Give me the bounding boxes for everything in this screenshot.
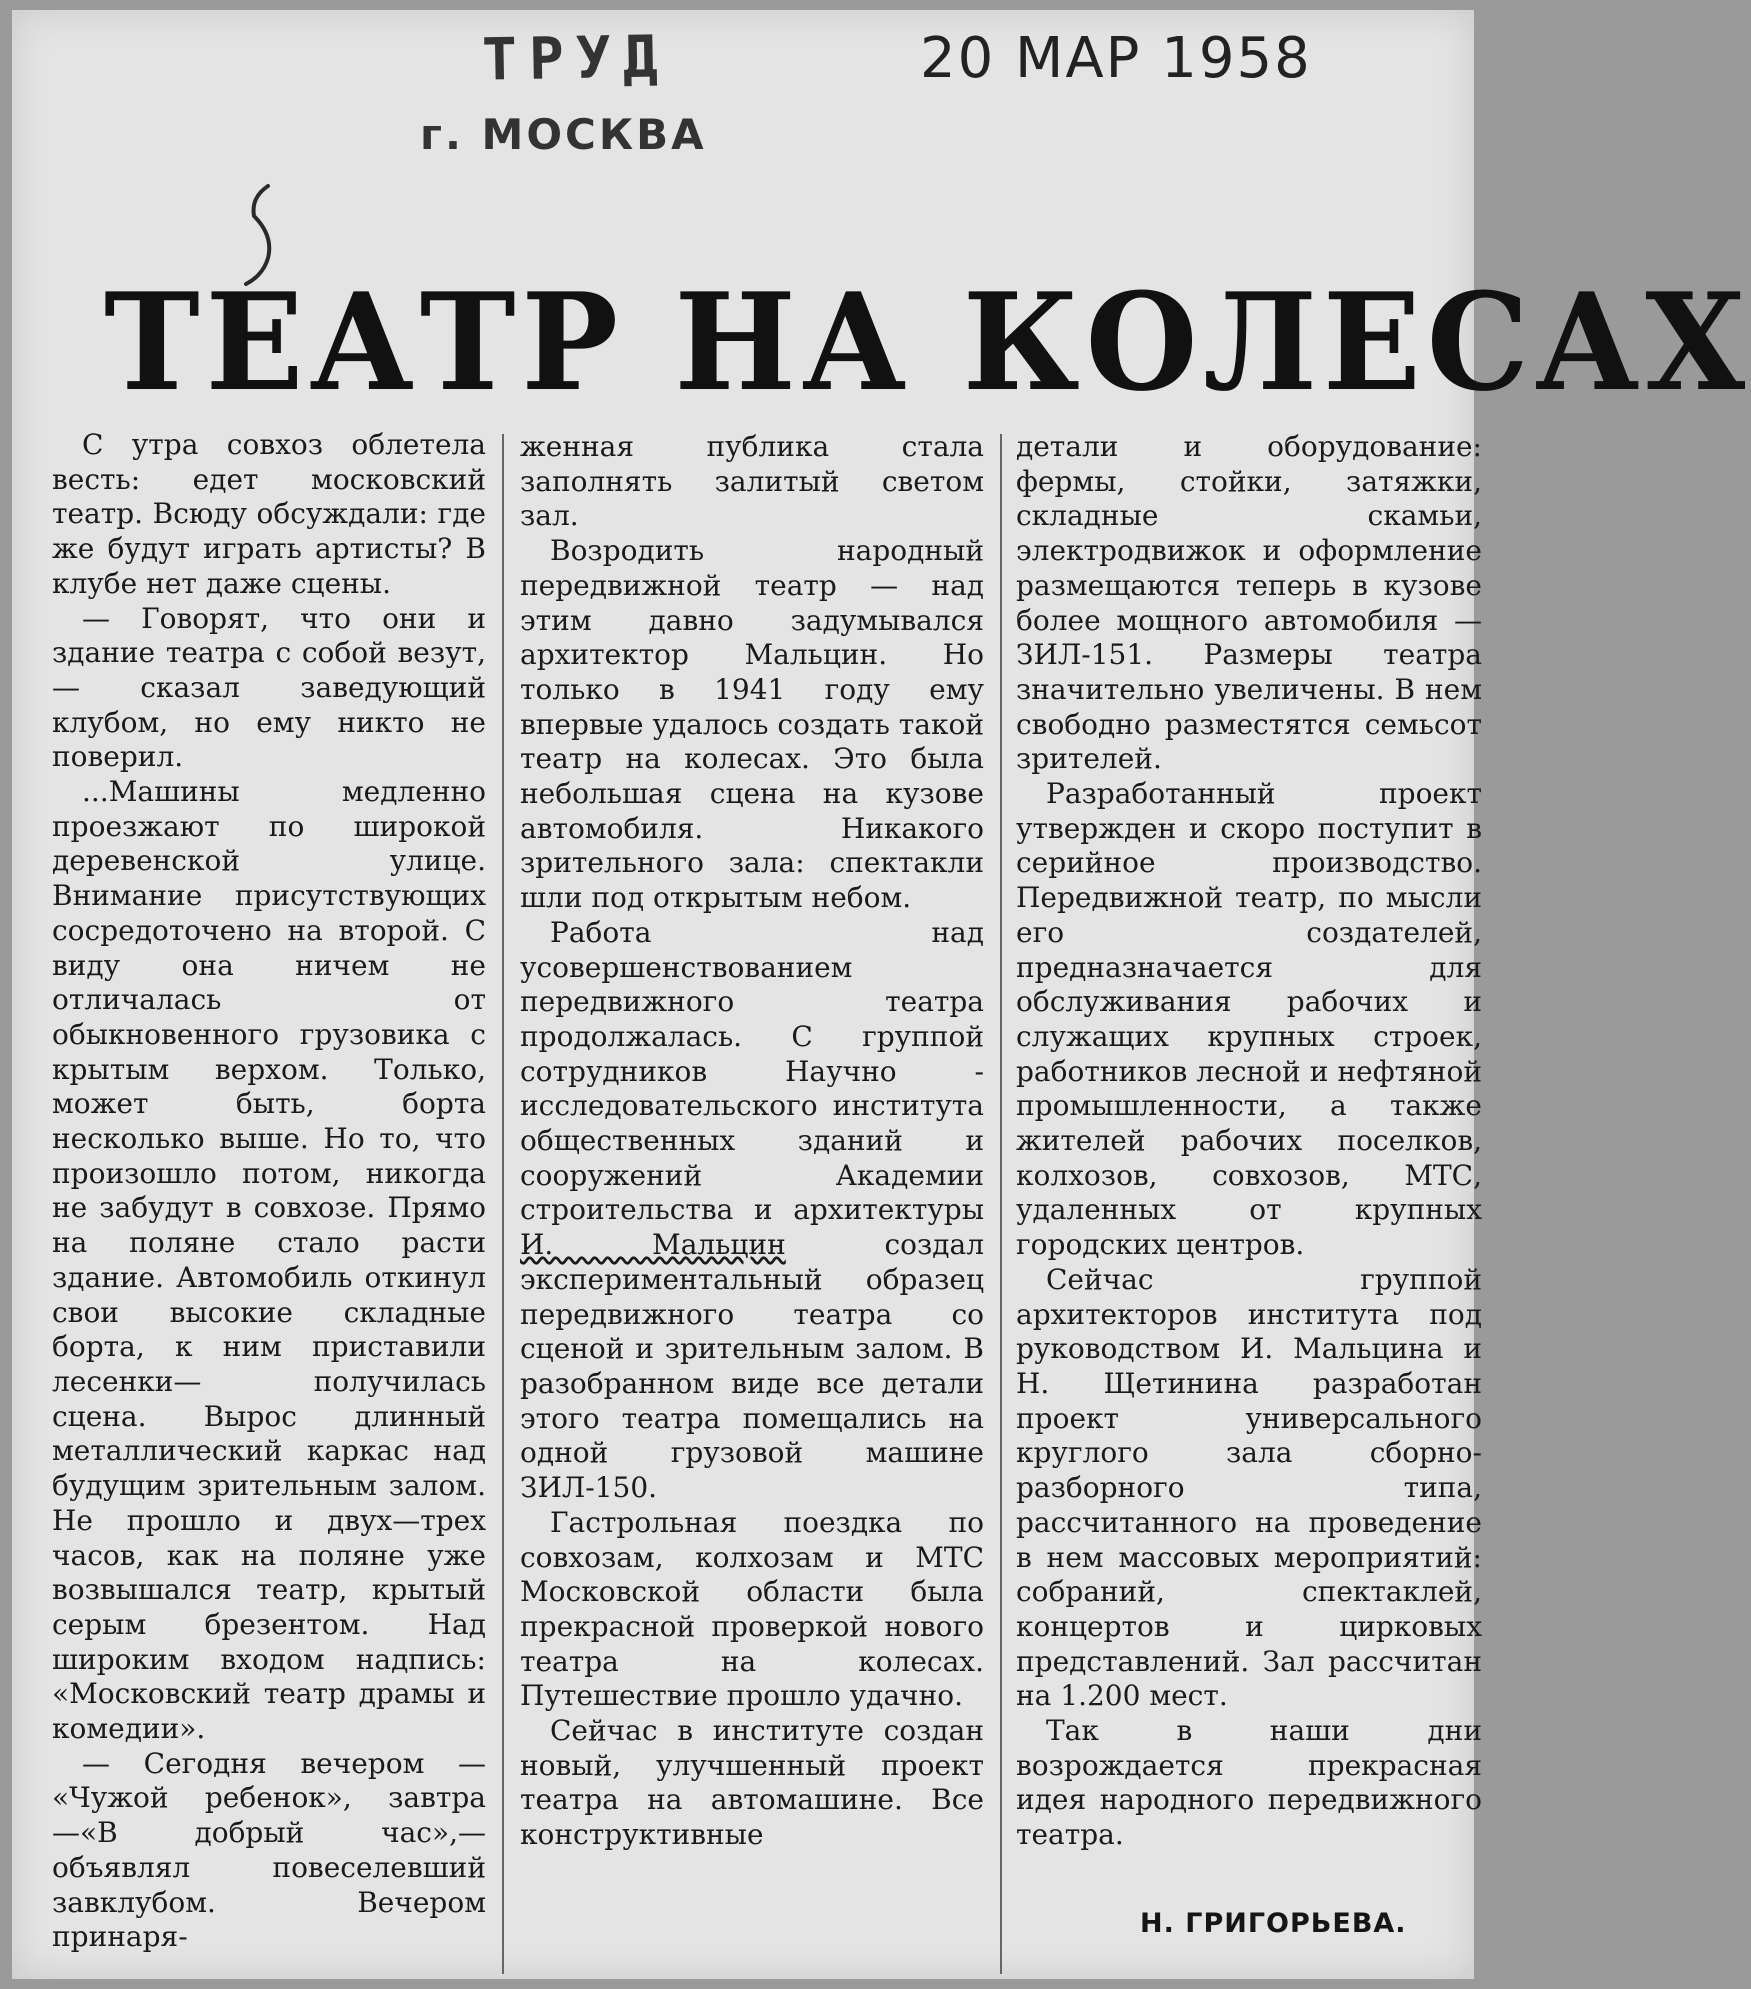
underlined-name: И. Мальцин bbox=[520, 1228, 786, 1262]
article-column-3 bbox=[1016, 430, 1482, 1853]
paragraph-text: Работа над усовершенствованием передвижного театра продолжалась. С группой сотрудников Научно - исследовательского института общественных зданий и сооружений Академии строительства и архитектуры bbox=[520, 915, 984, 1227]
city-stamp: г. МОСКВА bbox=[420, 110, 707, 159]
column-divider bbox=[502, 434, 504, 1974]
paragraph: С утра совхоз облетела весть: едет московский театр. Всюду обсуждали: где же будут играть артисты? В клубе нет даже сцены. bbox=[52, 428, 486, 600]
date-stamp: 20 МАР 1958 bbox=[920, 26, 1312, 91]
paragraph: — Говорят, что они и здание театра с собой везут,— сказал заведующий клубом, но ему никто не поверил. bbox=[52, 601, 486, 774]
paragraph: Так в наши дни возрождается прекрасная идея народного передвижного театра. bbox=[1016, 1714, 1482, 1852]
paragraph: Разработанный проект утвержден и скоро поступит в серийное производство. Передвижной театр, по мысли его создателей, предназначается для обслуживания рабочих и служащих крупных строек, работников лесной и нефтяной промышленности, а также жителей рабочих поселков, колхозов, совхозов, МТС, удаленных от крупных городских центров. bbox=[1016, 777, 1482, 1262]
paragraph-text: создал экспериментальный образец передвижного театра со сценой и зрительным залом. В разобранном виде все детали этого театра помещались на одной грузовой машине ЗИЛ-150. bbox=[520, 1228, 984, 1505]
paragraph: Гастрольная поездка по совхозам, колхозам и МТС Московской области была прекрасной проверкой нового театра на колесах. Путешествие прошло удачно. bbox=[520, 1505, 984, 1713]
paragraph bbox=[520, 916, 984, 1506]
column-divider bbox=[1000, 434, 1002, 1974]
paragraph: женная публика стала заполнять залитый светом зал. bbox=[520, 430, 984, 533]
paragraph: — Сегодня вечером — «Чужой ребенок», завтра —«В добрый час»,—объявлял повеселевший завклубом. Вечером принаря- bbox=[52, 1746, 486, 1954]
author-signature: Н. ГРИГОРЬЕВА. bbox=[1140, 1908, 1407, 1939]
article-column-1 bbox=[52, 428, 486, 1955]
paragraph: Сейчас группой архитекторов института под руководством И. Мальцина и Н. Щетинина разработан проект универсального круглого зала сборно-разборного типа, рассчитанного на проведение в нем массовых мероприятий: собраний, спектаклей, концертов и цирковых представлений. Зал рассчитан на 1.200 мест. bbox=[1016, 1262, 1482, 1713]
paragraph: Возродить народный передвижной театр — над этим давно задумывался архитектор Мальцин. Но только в 1941 году ему впервые удалось создать такой театр на колесах. Это была небольшая сцена на кузове автомобиля. Никакого зрительного зала: спектакли шли под открытым небом. bbox=[520, 534, 984, 915]
newspaper-name-stamp: ТРУД bbox=[481, 22, 671, 94]
paragraph: детали и оборудование: фермы, стойки, затяжки, складные скамьи, электродвижок и оформление размещаются теперь в кузове более мощного автомобиля — ЗИЛ-151. Размеры театра значительно увеличены. В нем свободно разместятся семьсот зрителей. bbox=[1016, 430, 1482, 776]
article-headline: ТЕАТР НА КОЛЕСАХ bbox=[104, 263, 1751, 421]
newspaper-clipping bbox=[12, 10, 1751, 1979]
article-column-2 bbox=[520, 430, 984, 1853]
paragraph: ...Машины медленно проезжают по широкой деревенской улице. Внимание присутствующих сосредоточено на второй. С виду она ничем не отличалась от обыкновенного грузовика с крытым верхом. Только, может быть, борта несколько выше. Но то, что произошло потом, никогда не забудут в совхозе. Прямо на поляне стало расти здание. Автомобиль откинул свои высокие складные борта, к ним приставили лесенки— получилась сцена. Вырос длинный металлический каркас над будущим зрительным залом. Не прошло и двух—трех часов, как на поляне уже возвышался театр, крытый серым брезентом. Над широким входом надпись: «Московский театр драмы и комедии». bbox=[52, 775, 486, 1746]
paragraph: Сейчас в институте создан новый, улучшенный проект театра на автомашине. Все конструктивные bbox=[520, 1714, 984, 1852]
